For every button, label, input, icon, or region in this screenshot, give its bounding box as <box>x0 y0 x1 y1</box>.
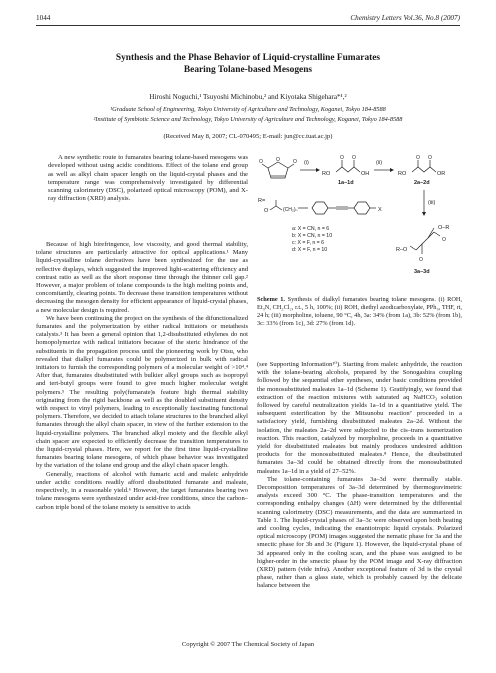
scheme-1-figure <box>256 150 464 292</box>
variant-c: c: X = F, n = 6 <box>292 240 325 246</box>
variant-d: d: X = F, n = 10 <box>292 247 328 253</box>
paragraph: Because of high birefringence, low viscosity, and good thermal stability, tolane structures are particularly attractive for optical applications.¹ Many liquid-crystalline tolane derivatives have been synthesized for the use as reflective displays, which suggested the improved light-scattering efficiency and contrast ratio as well as the short response time through the thinner cell gap.² However, a major problem of tolane compounds is the high melting points and, concomitantly, clearing points. To decrease these transition temperatures without decreasing the mesogen density for efficient appearance of liquid-crystal phases, a new molecular design is required. <box>36 241 248 314</box>
monoester-o2: O <box>352 155 356 161</box>
paragraph: We have been continuing the project on the synthesis of the difunctionalized fumarates and the polymerization by either radical initiators or metathesis catalysts.³ It has been a general opinion that 1,2-disubstituted ethylenes do not homopolymerize with radical initiators because of the steric hindrance of the substituents in the propagation process until the pioneering work by Otsu, who revealed that dialkyl fumarates could be polymerized in bulk with radical initiators to furnish the corresponding polymers of a molecular weight of >10⁴.⁴ After that, fumarates disubstituted with bulkier alkyl groups such as isopropyl and tert-butyl groups were found to give much higher molecular weight polymers.⁵ The resulting poly(fumarate)s feature high thermal stability originating from the rigid backbone as well as the doubled substituent density with respect to vinyl polymers, leading to exceptionally fascinating functional polymers. Therefore, we decided to attach tolane structures to the branched alkyl fumarates through the alkyl chain spacer, in view of the further extension to the liquid-crystalline polymers. The branched alkyl moiety and the flexible alkyl chain spacer are expected to efficiently decrease the transition temperatures to the liquid-crystal phases. Here, we report for the first time liquid-crystalline fumarates bearing tolane mesogens, of which phase behavior was investigated by the variation of the tolane end group and the alkyl chain spacer length. <box>36 314 248 470</box>
monoester-oh: OH <box>361 171 370 177</box>
variants-list <box>292 226 332 253</box>
arrow-i-label: (i) <box>304 160 309 166</box>
abstract-text: A new synthetic route to fumarates bearing tolane-based mesogens was developed without using acidic conditions. Effect of the tolane end group as well as alkyl chain spacer length on the liquid-crystal phases and the temperature range was comprehensively investigated by differential scanning calorimetry (DSC), polarized optical microscopy (POM), and X-ray diffraction (XRD) analysis. <box>48 154 248 203</box>
fumarate-o-r: O–R <box>438 225 450 231</box>
journal-header: Chemistry Letters Vol.36, No.8 (2007) <box>350 14 460 22</box>
diester-or: OR <box>437 171 446 177</box>
received-line: (Received May 8, 2007; CL-070495; E-mail: jun@cc.tuat.ac.jp) <box>163 133 333 140</box>
paragraph: The tolane-containing fumarates 3a–3d were thermally stable. Decomposition temperatures of 3a–3d determined by thermogravimetric analysis exceed 300 °C. The phase-transition temperatures and the corresponding enthalpy changes (ΔH) were determined by the differential scanning calorimetry (DSC) measurements, and the data are summarized in Table 1. The liquid-crystal phases of 3a–3c were observed upon both heating and cooling cycles, indicating the enantiotropic liquid crystals. Polarized optical microscopy (POM) images suggested the nematic phase for 3a and the smectic phase for 3b and 3c (Figure 1). However, the liquid-crystal phase of 3d appeared only in the cooling scan, and the phase was assigned to be higher-order in the smectic phase by the POM image and X-ray diffraction (XRD) pattern (vide infra). Another exceptional feature of 3d is the crystal phase, rather than a glass state, which is probably caused by the delicate balance between the <box>257 475 462 590</box>
left-column <box>36 241 248 512</box>
abstract <box>48 154 248 204</box>
scheme-1-drawing <box>256 150 464 292</box>
authors: Hiroshi Noguchi,¹ Tsuyoshi Michinobu,² and Kiyotaka Shigehara*¹,² <box>149 93 347 101</box>
maleic-anhydride-structure <box>262 162 294 178</box>
arrow-ii-label: (ii) <box>376 160 383 166</box>
caption-label: Scheme 1. <box>257 296 286 303</box>
paragraph: (see Supporting Information¹⁰). Starting from maleic anhydride, the reaction with the tolane-bearing alcohols, prepared by the Sonogashira coupling followed by the sequential ether syntheses, under basic conditions provided the monosubstituted maleates 1a–1d (Scheme 1). Gratifyingly, we found that extraction of the reaction mixtures with saturated aq NaHCO₃ solution followed by careful neutralization yields 1a–1d in a quantitative yield. The subsequent esterification by the Mitsunobu reaction⁷ proceeded in a satisfactory yield, furnishing disubstituted maleates 2a–2d. Without the isolation, the maleates 2a–2d were subjected to the cis–trans isomerization reaction. This reaction, catalyzed by morpholine, proceeds in a quantitative yield for disubstituted maleates but mainly produces undesired addition products for the monosubstituted maleates.⁸ Hence, the disubstituted fumarates 3a–3d could be obtained directly from the monosubstituted maleates 1a–1d in a yield of 27–52%. <box>257 361 462 475</box>
arrow-ii-head <box>390 168 394 172</box>
variant-b: b: X = CN, n = 10 <box>292 233 333 239</box>
fumarate-o-right: O <box>442 237 446 243</box>
header-rule <box>36 25 460 26</box>
diester-o2: O <box>428 155 432 161</box>
monoester-structure <box>336 160 360 172</box>
affiliation-1: ¹Graduate School of Engineering, Tokyo University of Agriculture and Technology, Koganei, Tokyo 184-8588 <box>110 106 386 113</box>
monoester-o1: O <box>340 155 344 161</box>
copyright-footer: Copyright © 2007 The Chemical Society of Japan <box>181 641 315 648</box>
paragraph: Generally, reactions of alcohol with fumaric acid and maleic anhydride under acidic conditions readily afford disubstituted fumarate and maleate, respectively, in a reasonable yield.⁶ However, the target fumarates bearing two tolane mesogens were synthesized under acid-free conditions, since the carbon–carbon triple bond of the tolane moiety is sensitive to acids <box>36 470 248 511</box>
diester-ro: RO <box>398 171 407 177</box>
label-2a-2d: 2a–2d <box>414 180 430 186</box>
scheme-caption <box>257 296 462 328</box>
anhydride-o-ring: O <box>276 157 280 163</box>
r-group-o: O <box>264 208 269 214</box>
page-number: 1044 <box>36 14 51 22</box>
arrow-i-head <box>316 168 320 172</box>
end-group-x: X <box>378 207 382 213</box>
label-3a-3d: 3a–3d <box>414 269 430 275</box>
arrow-iii-head <box>422 212 426 216</box>
fumarate-structure <box>410 228 440 254</box>
affiliation-2: ²Institute of Symbiotic Science and Technology, Tokyo University of Agriculture and Technology, Koganei, Tokyo 184-8588 <box>93 116 403 123</box>
label-1a-1d: 1a–1d <box>338 180 354 186</box>
arrow-iii-label: (iii) <box>428 200 436 206</box>
chain-label: (CH₂)ₙ <box>283 207 298 213</box>
variant-a: a: X = CN, n = 6 <box>292 226 330 232</box>
fumarate-r-o: R–O <box>396 247 408 253</box>
diester-maleate-structure <box>412 160 436 172</box>
right-column <box>257 361 462 591</box>
caption-text: Synthesis of dialkyl fumarates bearing tolane mesogens. (i) ROH, Et₃N, CH₂Cl₂, r.t., 5 h, 100%; (ii) ROH, diethyl azodicarboxylate, PPh₃, THF, rt, 24 h; (iii) morpholine, toluene, 90 °C, 4h, 3a: 34% (from 1a), 3b: 52% (from 1b), 3c: 33% (from 1c), 3d: 27% (from 1d). <box>257 296 463 327</box>
fumarate-o-bottom: O <box>419 257 423 263</box>
title-line-2: Bearing Tolane-based Mesogens <box>183 65 313 75</box>
diester-o1: O <box>416 155 420 161</box>
title-line-1: Synthesis and the Phase Behavior of Liquid-crystalline Fumarates <box>115 53 381 63</box>
paper-title <box>40 52 456 76</box>
r-group-label: R= <box>258 198 266 204</box>
monoester-ro: RO <box>322 171 331 177</box>
anhydride-o-right: O <box>293 159 297 165</box>
anhydride-o-left: O <box>259 159 263 165</box>
